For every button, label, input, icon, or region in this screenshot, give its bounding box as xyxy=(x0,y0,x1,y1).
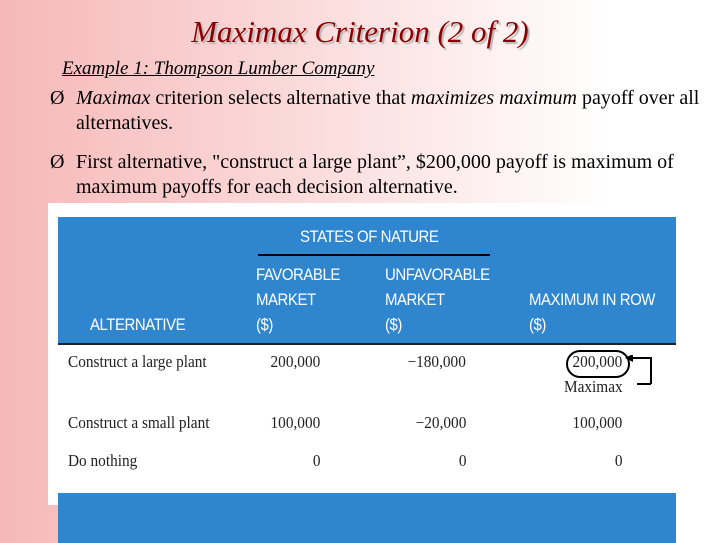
bullet-arrow-icon: Ø xyxy=(50,151,65,173)
bullet-text: Maximax criterion selects alternative that maximizes maximum payoff over all alternatives. xyxy=(76,87,700,134)
maximum-header: MAXIMUM IN ROW ($) xyxy=(529,290,655,334)
row-alternative: Do nothing xyxy=(68,451,138,470)
row-favorable: 200,000 xyxy=(270,352,320,371)
row-maximum: 0 xyxy=(614,451,622,470)
row-favorable: 0 xyxy=(312,451,320,470)
row-maximum: 100,000 xyxy=(572,413,622,432)
slide-subtitle: Example 1: Thompson Lumber Company xyxy=(62,58,375,79)
states-of-nature-header: STATES OF NATURE xyxy=(300,227,439,246)
bullet-text: First alternative, "construct a large plant”, $200,000 payoff is maximum of maximum payoffs for each decision alternative. xyxy=(76,151,674,198)
row-alternative: Construct a large plant xyxy=(68,352,207,371)
table-top-rule xyxy=(58,343,676,345)
maximax-highlight-oval xyxy=(566,350,630,378)
alternative-header: ALTERNATIVE xyxy=(90,315,186,334)
table-bottom-rule xyxy=(58,493,676,496)
row-maximum: 200,000 xyxy=(572,352,622,371)
row-alternative: Construct a small plant xyxy=(68,413,210,432)
maximax-bracket-arrow-icon xyxy=(625,355,655,389)
unfavorable-header: UNFAVORABLE MARKET ($) xyxy=(385,265,490,334)
favorable-header: FAVORABLE MARKET ($) xyxy=(256,265,340,334)
row-favorable: 100,000 xyxy=(270,413,320,432)
slide-title: Maximax Criterion (2 of 2) xyxy=(191,14,529,49)
maximax-label: Maximax xyxy=(564,377,623,396)
row-unfavorable: −20,000 xyxy=(415,413,466,432)
bullet-arrow-icon: Ø xyxy=(50,87,65,109)
row-unfavorable: 0 xyxy=(458,451,466,470)
row-unfavorable: −180,000 xyxy=(407,352,466,371)
states-divider xyxy=(258,254,490,256)
